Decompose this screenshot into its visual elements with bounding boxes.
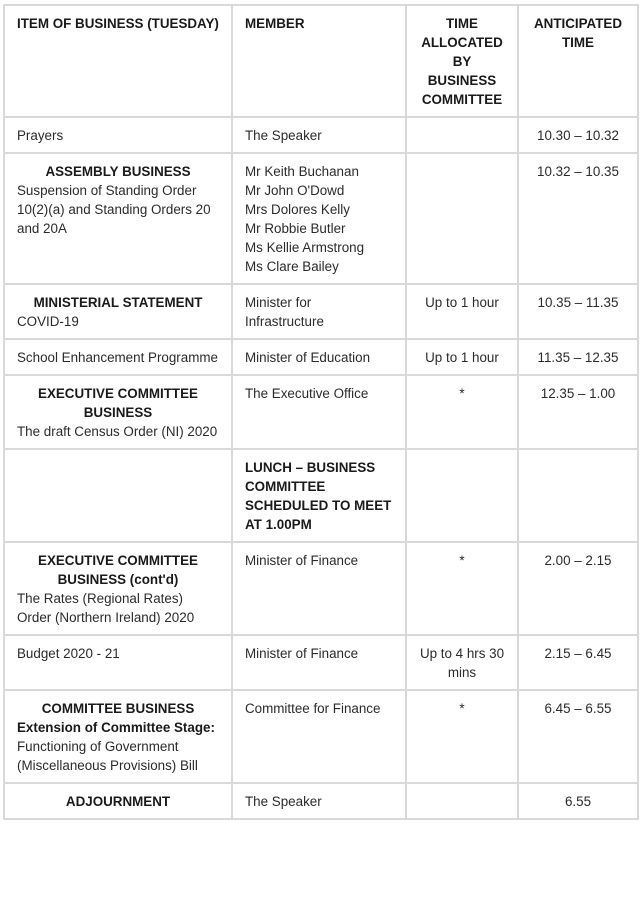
member-name: Ms Clare Bailey [245,259,339,274]
member-cell: The Executive Office [232,375,406,449]
table-row [4,542,638,635]
member-cell: Minister of Education [232,339,406,375]
item-heading: COMMITTEE BUSINESS [41,701,195,716]
allocated-cell [406,783,518,819]
table-row [4,117,638,153]
item-cell [4,690,232,783]
time-cell: 2.15 – 6.45 [518,635,638,690]
allocated-cell [406,153,518,284]
member-name: Mr Robbie Butler [245,221,346,236]
member-cell: The Speaker [232,783,406,819]
header-item: ITEM OF BUSINESS (TUESDAY) [4,5,232,117]
member-cell: Minister of Finance [232,542,406,635]
business-table [3,4,639,820]
item-heading: ADJOURNMENT [65,794,171,809]
allocated-cell: * [406,690,518,783]
item-cell: Prayers [4,117,232,153]
time-cell: 10.35 – 11.35 [518,284,638,339]
table-header-row [4,5,638,117]
table-row [4,153,638,284]
member-cell [232,153,406,284]
allocated-cell: * [406,542,518,635]
header-anticipated-time: ANTICIPATED TIME [518,5,638,117]
table-row [4,339,638,375]
item-text: Suspension of Standing Order 10(2)(a) and Standing Orders 20 and 20A [17,183,211,236]
table-row [4,375,638,449]
time-cell: 10.30 – 10.32 [518,117,638,153]
item-text: COVID-19 [17,314,79,329]
allocated-cell: Up to 1 hour [406,284,518,339]
time-cell: 6.45 – 6.55 [518,690,638,783]
item-heading: ASSEMBLY BUSINESS [45,164,191,179]
table-row [4,449,638,542]
item-cell [4,542,232,635]
item-cell [4,284,232,339]
item-text: The Rates (Regional Rates) Order (Northern Ireland) 2020 [17,591,195,625]
time-cell: 12.35 – 1.00 [518,375,638,449]
item-text-rest: Functioning of Government (Miscellaneous Provisions) Bill [17,739,198,773]
item-cell [4,153,232,284]
lunch-notice: LUNCH – BUSINESS COMMITTEE SCHEDULED TO MEET AT 1.00PM [232,449,406,542]
item-heading: MINISTERIAL STATEMENT [33,295,203,310]
allocated-cell: Up to 1 hour [406,339,518,375]
item-text-bold: Extension of Committee Stage: [17,720,215,735]
member-cell: Minister for Infrastructure [232,284,406,339]
table-row [4,284,638,339]
table-row [4,783,638,819]
member-cell: Minister of Finance [232,635,406,690]
item-cell [4,783,232,819]
item-heading: EXECUTIVE COMMITTEE BUSINESS [38,386,198,420]
member-name: Ms Kellie Armstrong [245,240,365,255]
member-name: Mr Keith Buchanan [245,164,359,179]
table-row [4,690,638,783]
item-cell [4,449,232,542]
time-cell: 2.00 – 2.15 [518,542,638,635]
time-cell: 6.55 [518,783,638,819]
allocated-cell [406,449,518,542]
member-cell: Committee for Finance [232,690,406,783]
item-text [17,720,215,773]
item-cell: Budget 2020 - 21 [4,635,232,690]
allocated-cell: * [406,375,518,449]
time-cell: 11.35 – 12.35 [518,339,638,375]
time-cell [518,449,638,542]
item-heading: EXECUTIVE COMMITTEE BUSINESS (cont'd) [38,553,198,587]
item-text: The draft Census Order (NI) 2020 [17,424,218,439]
member-cell: The Speaker [232,117,406,153]
allocated-cell [406,117,518,153]
allocated-cell: Up to 4 hrs 30 mins [406,635,518,690]
item-cell [4,375,232,449]
header-time-allocated: TIME ALLOCATED BY BUSINESS COMMITTEE [406,5,518,117]
member-name: Mrs Dolores Kelly [245,202,350,217]
member-name: Mr John O'Dowd [245,183,345,198]
header-member: MEMBER [232,5,406,117]
item-cell: School Enhancement Programme [4,339,232,375]
table-row [4,635,638,690]
time-cell: 10.32 – 10.35 [518,153,638,284]
